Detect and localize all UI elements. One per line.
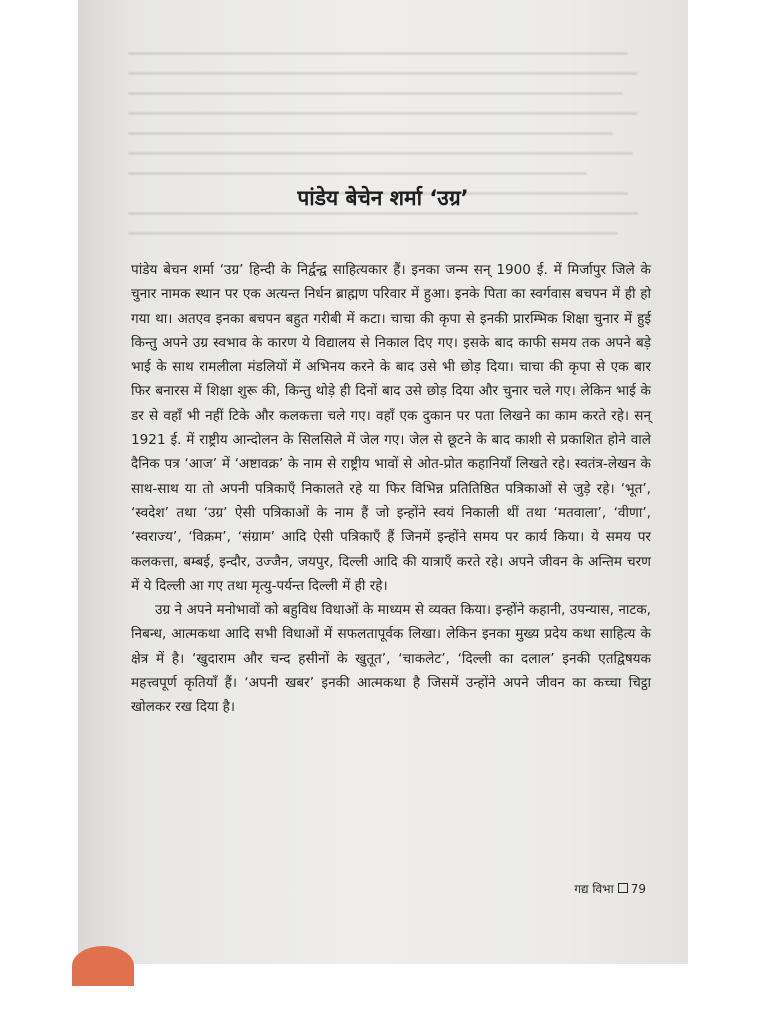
page-title: पांडेय बेचेन शर्मा ‘उग्र’ [297, 186, 469, 210]
book-page [78, 0, 688, 964]
page-footer [574, 880, 646, 897]
thumb-shape [72, 946, 134, 986]
paragraph: उग्र ने अपने मनोभावों को बहुविध विधाओं के माध्यम से व्यक्त किया। इन्होंने कहानी, उपन्यास, नाटक, निबन्ध, आत्मकथा आदि सभी विधाओं में सफलतापूर्वक लिखा। लेकिन इनका मुख्य प्रदेय कथा साहित्य के क्षेत्र में है। ‘खुदाराम और चन्द हसीनों के खुतूत’, ‘चाकलेट’, ‘दिल्ली का दलाल’ इनकी एतद्विषयक महत्त्वपूर्ण कृतियाँ हैं। ‘अपनी खबर’ इनकी आत्मकथा है जिसमें उन्होंने अपने जीवन का कच्चा चिट्ठा खोलकर रख दिया है। [131, 602, 651, 716]
paragraph: पांडेय बेचन शर्मा ‘उग्र’ हिन्दी के निर्द्वन्द्व साहित्यकार हैं। इनका जन्म सन् 1900 ई. में मिर्जापुर जिले के चुनार नामक स्थान पर एक अत्यन्त निर्धन ब्राह्मण परिवार में हुआ। इनके पिता का स्वर्गवास बचपन में ही हो गया था। अतएव इनका बचपन बहुत गरीबी में कटा। चाचा की कृपा से इनकी प्रारम्भिक शिक्षा चुनार में हुई किन्तु अपने उग्र स्वभाव के कारण ये विद्यालय से निकाल दिए गए। इसके बाद काफी समय तक अपने बड़े भाई के साथ रामलीला मंडलियों में अभिनय करने के बाद उसे भी छोड़ दिया। चाचा की कृपा से एक बार फिर बनारस में शिक्षा शुरू की, किन्तु थोड़े ही दिनों बाद उसे छोड़ दिया और चुनार चले गए। लेकिन भाई के डर से वहाँ भी नहीं टिके और कलकत्ता चले गए। वहाँ एक दुकान पर पता लिखने का काम करते रहे। सन् 1921 ई. में राष्ट्रीय आन्दोलन के सिलसिले में जेल गए। जेल से छूटने के बाद काशी से प्रकाशित होने वाले दैनिक पत्र ‘आज’ में ‘अष्टावक्र’ के नाम से राष्ट्रीय भावों से ओत-प्रोत कहानियाँ लिखते रहे। स्वतंत्र-लेखन के साथ-साथ या तो अपनी पत्रिकाएँ निकालते रहे या फिर विभिन्न प्रतितिष्ठित पत्रिकाओं से जुड़े रहे। ‘भूत’, ‘स्वदेश’ तथा ‘उग्र’ ऐसी पत्रिकाओं के नाम हैं जो इन्होंने स्वयं निकाली थीं तथा ‘मतवाला’, ‘वीणा’, ‘स्वराज्य’, ‘विक्रम’, ‘संग्राम’ आदि ऐसी पत्रिकाएँ हैं जिनमें इन्होंने समय पर कार्य किया। ये समय पर कलकत्ता, बम्बई, इन्दौर, उज्जैन, जयपुर, दिल्ली आदि की यात्राएँ करते रहे। अपने जीवन के अन्तिम चरण में ये दिल्ली आ गए तथा मृत्यु-पर्यन्त दिल्ली में ही रहे। [131, 262, 651, 594]
bleed-through-text [128, 52, 638, 252]
body-text [131, 258, 651, 720]
footer-section-name: गद्य विभा [574, 882, 614, 896]
square-icon [618, 883, 628, 893]
page-number: 79 [630, 882, 646, 896]
